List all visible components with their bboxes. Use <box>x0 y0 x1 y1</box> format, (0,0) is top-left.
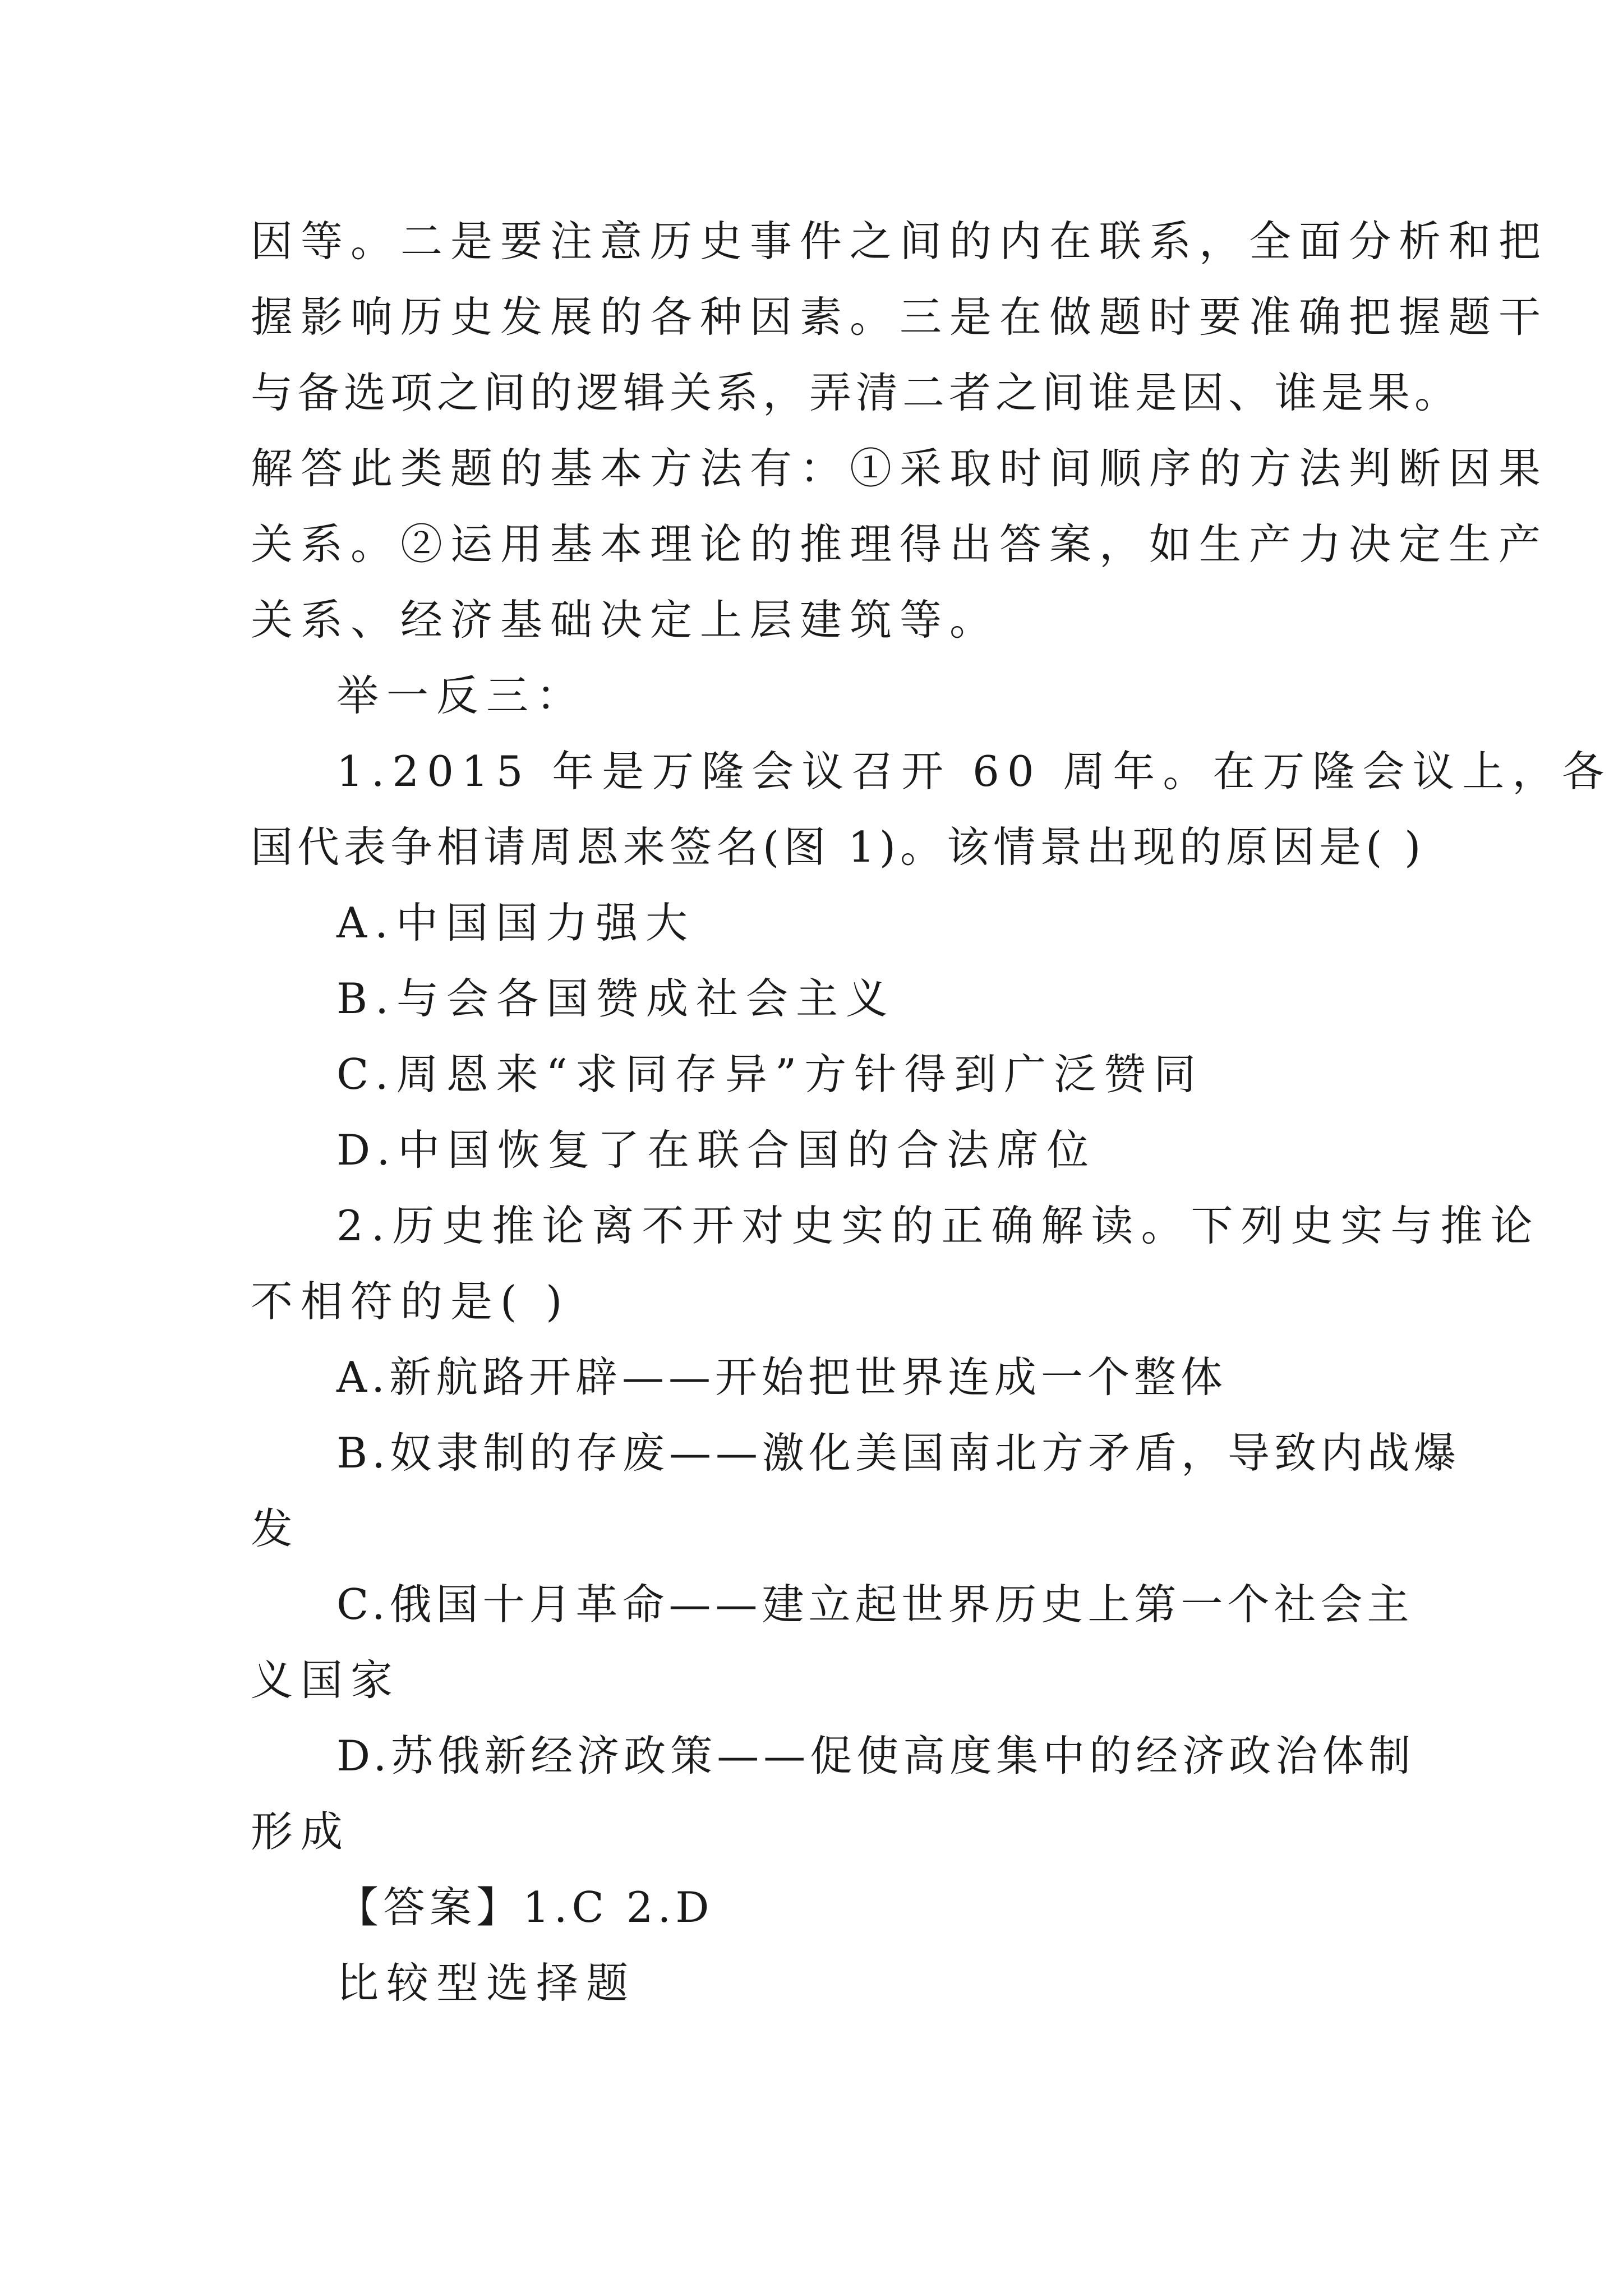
paragraph-1-line-6: 关系、经济基础决定上层建筑等。 <box>251 595 1000 645</box>
paragraph-1-line-3: 与备选项之间的逻辑关系，弄清二者之间谁是因、谁是果。 <box>251 368 1461 417</box>
question-2-option-b-line-2: 发 <box>251 1504 293 1553</box>
paragraph-1-line-1: 因等。二是要注意历史事件之间的内在联系，全面分析和把 <box>251 217 1549 266</box>
question-2-option-c-line-1: C.俄国十月革命——建立起世界历史上第一个社会主 <box>336 1580 1414 1629</box>
question-1-option-a: A.中国国力强大 <box>336 898 696 947</box>
paragraph-1-line-4: 解答此类题的基本方法有：①采取时间顺序的方法判断因果 <box>251 444 1549 493</box>
question-1-option-d: D.中国恢复了在联合国的合法席位 <box>336 1125 1097 1175</box>
next-section-heading: 比较型选择题 <box>336 1958 637 2008</box>
question-1-stem-line-1: 1.2015 年是万隆会议召开 60 周年。在万隆会议上，各 <box>336 747 1612 796</box>
question-2-option-c-line-2: 义国家 <box>251 1655 401 1705</box>
question-2-option-d-line-1: D.苏俄新经济政策——促使高度集中的经济政治体制 <box>336 1731 1415 1780</box>
question-1-stem-line-2: 国代表争相请周恩来签名(图 1)。该情景出现的原因是( ) <box>251 822 1426 872</box>
question-2-option-d-line-2: 形成 <box>251 1807 351 1856</box>
question-2-stem-line-2: 不相符的是( ) <box>251 1277 570 1326</box>
question-1-option-b: B.与会各国赞成社会主义 <box>336 974 896 1023</box>
answer-line: 【答案】1.C 2.D <box>336 1883 714 1932</box>
question-2-option-b-line-1: B.奴隶制的存废——激化美国南北方矛盾，导致内战爆 <box>336 1428 1460 1478</box>
question-2-option-a: A.新航路开辟——开始把世界连成一个整体 <box>336 1352 1228 1402</box>
paragraph-1-line-2: 握影响历史发展的各种因素。三是在做题时要准确把握题干 <box>251 292 1549 342</box>
question-1-option-c: C.周恩来“求同存异”方针得到广泛赞同 <box>336 1050 1204 1099</box>
paragraph-1-line-5: 关系。②运用基本理论的推理得出答案，如生产力决定生产 <box>251 519 1549 569</box>
section-heading: 举一反三： <box>336 671 587 720</box>
question-2-stem-line-1: 2.历史推论离不开对史实的正确解读。下列史实与推论 <box>336 1201 1541 1250</box>
